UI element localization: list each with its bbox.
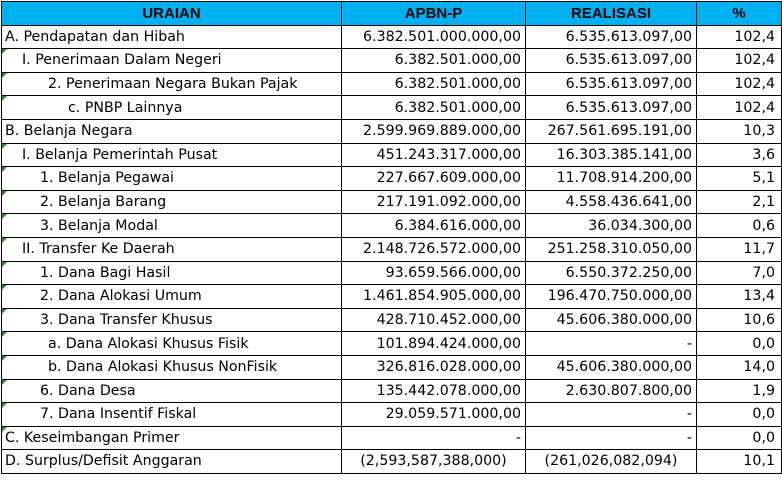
cell-marker-icon — [2, 167, 7, 172]
table-row — [2, 214, 782, 238]
row-label — [2, 25, 342, 49]
percent-cell: 14,0 — [697, 355, 782, 379]
header-row — [2, 2, 782, 26]
table-row — [2, 285, 782, 309]
apbnp-cell: 217.191.092.000,00 — [342, 190, 526, 214]
row-label — [2, 379, 342, 403]
cell-marker-icon — [2, 285, 7, 290]
realisasi-cell: 6.535.613.097,00 — [526, 72, 697, 96]
row-label-text: 3. Dana Transfer Khusus — [40, 311, 213, 328]
row-label — [2, 426, 342, 450]
apbnp-cell: 227.667.609.000,00 — [342, 167, 526, 191]
cell-marker-icon — [2, 238, 7, 243]
percent-cell: 5,1 — [697, 167, 782, 191]
realisasi-cell: 2.630.807.800,00 — [526, 379, 697, 403]
row-label-text: A. Pendapatan dan Hibah — [5, 28, 185, 45]
percent-cell: 102,4 — [697, 49, 782, 73]
realisasi-cell: 45.606.380.000,00 — [526, 355, 697, 379]
apbnp-cell: 6.384.616.000,00 — [342, 214, 526, 238]
apbnp-cell: 6.382.501.000,00 — [342, 49, 526, 73]
row-label-text: 1. Dana Bagi Hasil — [40, 264, 171, 281]
cell-marker-icon — [2, 73, 7, 78]
row-label-text: a. Dana Alokasi Khusus Fisik — [48, 335, 249, 352]
row-label — [2, 308, 342, 332]
table-row — [2, 237, 782, 261]
apbnp-cell: 428.710.452.000,00 — [342, 308, 526, 332]
percent-cell: 102,4 — [697, 72, 782, 96]
apbnp-cell: (2,593,587,388,000) — [342, 450, 526, 474]
realisasi-cell: 11.708.914.200,00 — [526, 167, 697, 191]
header-realisasi: REALISASI — [526, 2, 697, 26]
table-row — [2, 72, 782, 96]
realisasi-cell: 6.535.613.097,00 — [526, 25, 697, 49]
row-label-text: 2. Penerimaan Negara Bukan Pajak — [48, 75, 298, 92]
row-label — [2, 237, 342, 261]
header-apbnp: APBN-P — [342, 2, 526, 26]
table-row — [2, 119, 782, 143]
table-row — [2, 143, 782, 167]
table-row — [2, 25, 782, 49]
row-label-text: II. Transfer Ke Daerah — [22, 241, 175, 258]
apbnp-cell: 326.816.028.000,00 — [342, 355, 526, 379]
row-label — [2, 49, 342, 73]
apbnp-cell: 6.382.501.000,00 — [342, 72, 526, 96]
cell-marker-icon — [2, 427, 7, 432]
table-row — [2, 49, 782, 73]
cell-marker-icon — [2, 214, 7, 219]
realisasi-cell: 6.535.613.097,00 — [526, 49, 697, 73]
percent-cell: 2,1 — [697, 190, 782, 214]
percent-cell: 102,4 — [697, 25, 782, 49]
cell-marker-icon — [2, 332, 7, 337]
table-row — [2, 355, 782, 379]
row-label-text: B. Belanja Negara — [5, 123, 133, 140]
row-label-text: C. Keseimbangan Primer — [5, 429, 180, 446]
realisasi-cell: 251.258.310.050,00 — [526, 237, 697, 261]
row-label-text: I. Penerimaan Dalam Negeri — [22, 52, 222, 69]
row-label — [2, 143, 342, 167]
realisasi-cell: - — [526, 332, 697, 356]
apbnp-cell: 135.442.078.000,00 — [342, 379, 526, 403]
table-row — [2, 379, 782, 403]
apbnp-cell: 29.059.571.000,00 — [342, 403, 526, 427]
realisasi-cell: 267.561.695.191,00 — [526, 119, 697, 143]
row-label — [2, 450, 342, 474]
table-row — [2, 426, 782, 450]
apbnp-cell: - — [342, 426, 526, 450]
percent-cell: 10,3 — [697, 119, 782, 143]
row-label-text: 6. Dana Desa — [40, 382, 136, 399]
apbnp-cell: 6.382.501.000,00 — [342, 96, 526, 120]
row-label-text: c. PNBP Lainnya — [68, 99, 183, 116]
row-label — [2, 167, 342, 191]
apbnp-cell: 2.599.969.889.000,00 — [342, 119, 526, 143]
percent-cell: 0,6 — [697, 214, 782, 238]
percent-cell: 13,4 — [697, 285, 782, 309]
row-label — [2, 261, 342, 285]
cell-marker-icon — [2, 309, 7, 314]
table-row — [2, 308, 782, 332]
apbnp-cell: 6.382.501.000.000,00 — [342, 25, 526, 49]
realisasi-cell: (261,026,082,094) — [526, 450, 697, 474]
percent-cell: 102,4 — [697, 96, 782, 120]
row-label-text: 3. Belanja Modal — [40, 217, 158, 234]
row-label-text: b. Dana Alokasi Khusus NonFisik — [48, 359, 278, 376]
table-row — [2, 167, 782, 191]
realisasi-cell: 196.470.750.000,00 — [526, 285, 697, 309]
realisasi-cell: 36.034.300,00 — [526, 214, 697, 238]
cell-marker-icon — [2, 403, 7, 408]
realisasi-cell: 6.550.372.250,00 — [526, 261, 697, 285]
cell-marker-icon — [2, 96, 7, 101]
apbnp-cell: 93.659.566.000,00 — [342, 261, 526, 285]
table-row — [2, 403, 782, 427]
realisasi-cell: 16.303.385.141,00 — [526, 143, 697, 167]
header-percent: % — [697, 2, 782, 26]
percent-cell: 7,0 — [697, 261, 782, 285]
cell-marker-icon — [2, 380, 7, 385]
header-uraian: URAIAN — [2, 2, 342, 26]
budget-table — [1, 1, 782, 474]
row-label-text: 7. Dana Insentif Fiskal — [40, 406, 197, 423]
percent-cell: 10,1 — [697, 450, 782, 474]
row-label — [2, 332, 342, 356]
row-label — [2, 403, 342, 427]
row-label-text: D. Surplus/Defisit Anggaran — [5, 453, 202, 470]
row-label — [2, 96, 342, 120]
apbnp-cell: 101.894.424.000,00 — [342, 332, 526, 356]
row-label-text: 2. Dana Alokasi Umum — [40, 288, 202, 305]
cell-marker-icon — [2, 356, 7, 361]
percent-cell: 10,6 — [697, 308, 782, 332]
table-row — [2, 96, 782, 120]
row-label-text: 1. Belanja Pegawai — [40, 170, 174, 187]
percent-cell: 11,7 — [697, 237, 782, 261]
realisasi-cell: 6.535.613.097,00 — [526, 96, 697, 120]
realisasi-cell: - — [526, 403, 697, 427]
percent-cell: 3,6 — [697, 143, 782, 167]
table-row — [2, 261, 782, 285]
realisasi-cell: 45.606.380.000,00 — [526, 308, 697, 332]
table-body — [2, 25, 782, 473]
percent-cell: 0,0 — [697, 403, 782, 427]
row-label — [2, 119, 342, 143]
row-label — [2, 355, 342, 379]
cell-marker-icon — [2, 262, 7, 267]
apbnp-cell: 2.148.726.572.000,00 — [342, 237, 526, 261]
percent-cell: 1,9 — [697, 379, 782, 403]
table-row — [2, 450, 782, 474]
percent-cell: 0,0 — [697, 426, 782, 450]
table-row — [2, 332, 782, 356]
row-label — [2, 190, 342, 214]
row-label — [2, 285, 342, 309]
apbnp-cell: 451.243.317.000,00 — [342, 143, 526, 167]
row-label-text: I. Belanja Pemerintah Pusat — [22, 146, 218, 163]
table-row — [2, 190, 782, 214]
realisasi-cell: - — [526, 426, 697, 450]
percent-cell: 0,0 — [697, 332, 782, 356]
row-label — [2, 72, 342, 96]
cell-marker-icon — [2, 49, 7, 54]
apbnp-cell: 1.461.854.905.000,00 — [342, 285, 526, 309]
cell-marker-icon — [2, 191, 7, 196]
row-label-text: 2. Belanja Barang — [40, 193, 167, 210]
row-label — [2, 214, 342, 238]
cell-marker-icon — [2, 144, 7, 149]
realisasi-cell: 4.558.436.641,00 — [526, 190, 697, 214]
